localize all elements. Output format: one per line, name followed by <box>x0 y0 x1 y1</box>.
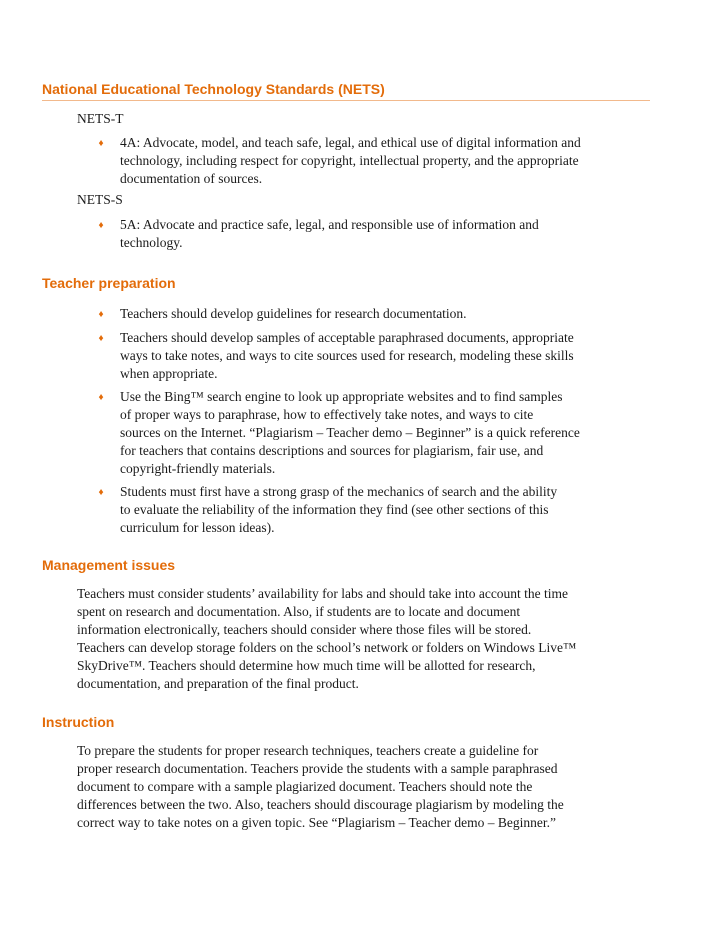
nets-heading: National Educational Technology Standards (NETS) <box>42 81 385 97</box>
management-issues-heading: Management issues <box>42 557 176 573</box>
teacher-prep-item-line: Teachers should develop guidelines for research documentation. <box>120 306 467 321</box>
teacher-prep-item-line: copyright-friendly materials. <box>120 461 276 476</box>
teacher-prep-item-line: for teachers that contains descriptions and sources for plagiarism, fair use, and <box>120 443 544 458</box>
teacher-prep-item <box>120 483 557 537</box>
teacher-prep-item-line: to evaluate the reliability of the information they find (see other sections of this <box>120 502 549 517</box>
teacher-prep-item-line: curriculum for lesson ideas). <box>120 520 275 535</box>
paragraph-line: differences between the two. Also, teachers should discourage plagiarism by modeling the <box>77 797 564 812</box>
teacher-prep-item-line: sources on the Internet. “Plagiarism – Teacher demo – Beginner” is a quick reference <box>120 425 580 440</box>
nets-s-label: NETS-S <box>77 192 123 207</box>
diamond-bullet-icon: ♦ <box>98 333 104 344</box>
teacher-prep-item-line: ways to take notes, and ways to cite sources used for research, modeling these skills <box>120 348 574 363</box>
nets-t-item-line: documentation of sources. <box>120 171 263 186</box>
diamond-bullet-icon: ♦ <box>98 487 104 498</box>
heading-rule <box>42 100 650 101</box>
paragraph-line: Teachers must consider students’ availability for labs and should take into account the time <box>77 586 569 601</box>
diamond-bullet-icon: ♦ <box>98 309 104 320</box>
nets-t-item-line: technology, including respect for copyright, intellectual property, and the appropriate <box>120 153 579 168</box>
teacher-prep-item <box>120 305 467 323</box>
management-issues-paragraph <box>77 585 576 693</box>
instruction-paragraph <box>77 742 564 832</box>
paragraph-line: proper research documentation. Teachers provide the students with a sample paraphrased <box>77 761 558 776</box>
paragraph-line: spent on research and documentation. Also, if students are to locate and document <box>77 604 521 619</box>
teacher-prep-item <box>120 388 580 478</box>
paragraph-line: document to compare with a sample plagiarized document. Teachers should note the <box>77 779 533 794</box>
diamond-bullet-icon: ♦ <box>98 220 104 231</box>
nets-s-item-line: technology. <box>120 235 183 250</box>
nets-s-item <box>120 216 539 252</box>
paragraph-line: SkyDrive™. Teachers should determine how much time will be allotted for research, <box>77 658 536 673</box>
nets-t-label: NETS-T <box>77 111 124 126</box>
paragraph-line: documentation, and preparation of the final product. <box>77 676 359 691</box>
diamond-bullet-icon: ♦ <box>98 392 104 403</box>
paragraph-line: Teachers can develop storage folders on the school’s network or folders on Windows Live™ <box>77 640 577 655</box>
teacher-prep-item-line: Students must first have a strong grasp of the mechanics of search and the ability <box>120 484 558 499</box>
teacher-prep-item <box>120 329 574 383</box>
nets-t-item-line: 4A: Advocate, model, and teach safe, legal, and ethical use of digital information and <box>120 135 581 150</box>
paragraph-line: correct way to take notes on a given topic. See “Plagiarism – Teacher demo – Beginner.” <box>77 815 557 830</box>
teacher-prep-item-line: of proper ways to paraphrase, how to effectively take notes, and ways to cite <box>120 407 534 422</box>
nets-s-item-line: 5A: Advocate and practice safe, legal, and responsible use of information and <box>120 217 539 232</box>
teacher-preparation-heading: Teacher preparation <box>42 275 176 291</box>
teacher-prep-item-line: when appropriate. <box>120 366 218 381</box>
teacher-prep-item-line: Teachers should develop samples of acceptable paraphrased documents, appropriate <box>120 330 574 345</box>
teacher-prep-item-line: Use the Bing™ search engine to look up appropriate websites and to find samples <box>120 389 563 404</box>
paragraph-line: information electronically, teachers should consider where those files will be stored. <box>77 622 532 637</box>
nets-t-item <box>120 134 581 188</box>
diamond-bullet-icon: ♦ <box>98 138 104 149</box>
paragraph-line: To prepare the students for proper research techniques, teachers create a guideline for <box>77 743 539 758</box>
instruction-heading: Instruction <box>42 714 115 730</box>
